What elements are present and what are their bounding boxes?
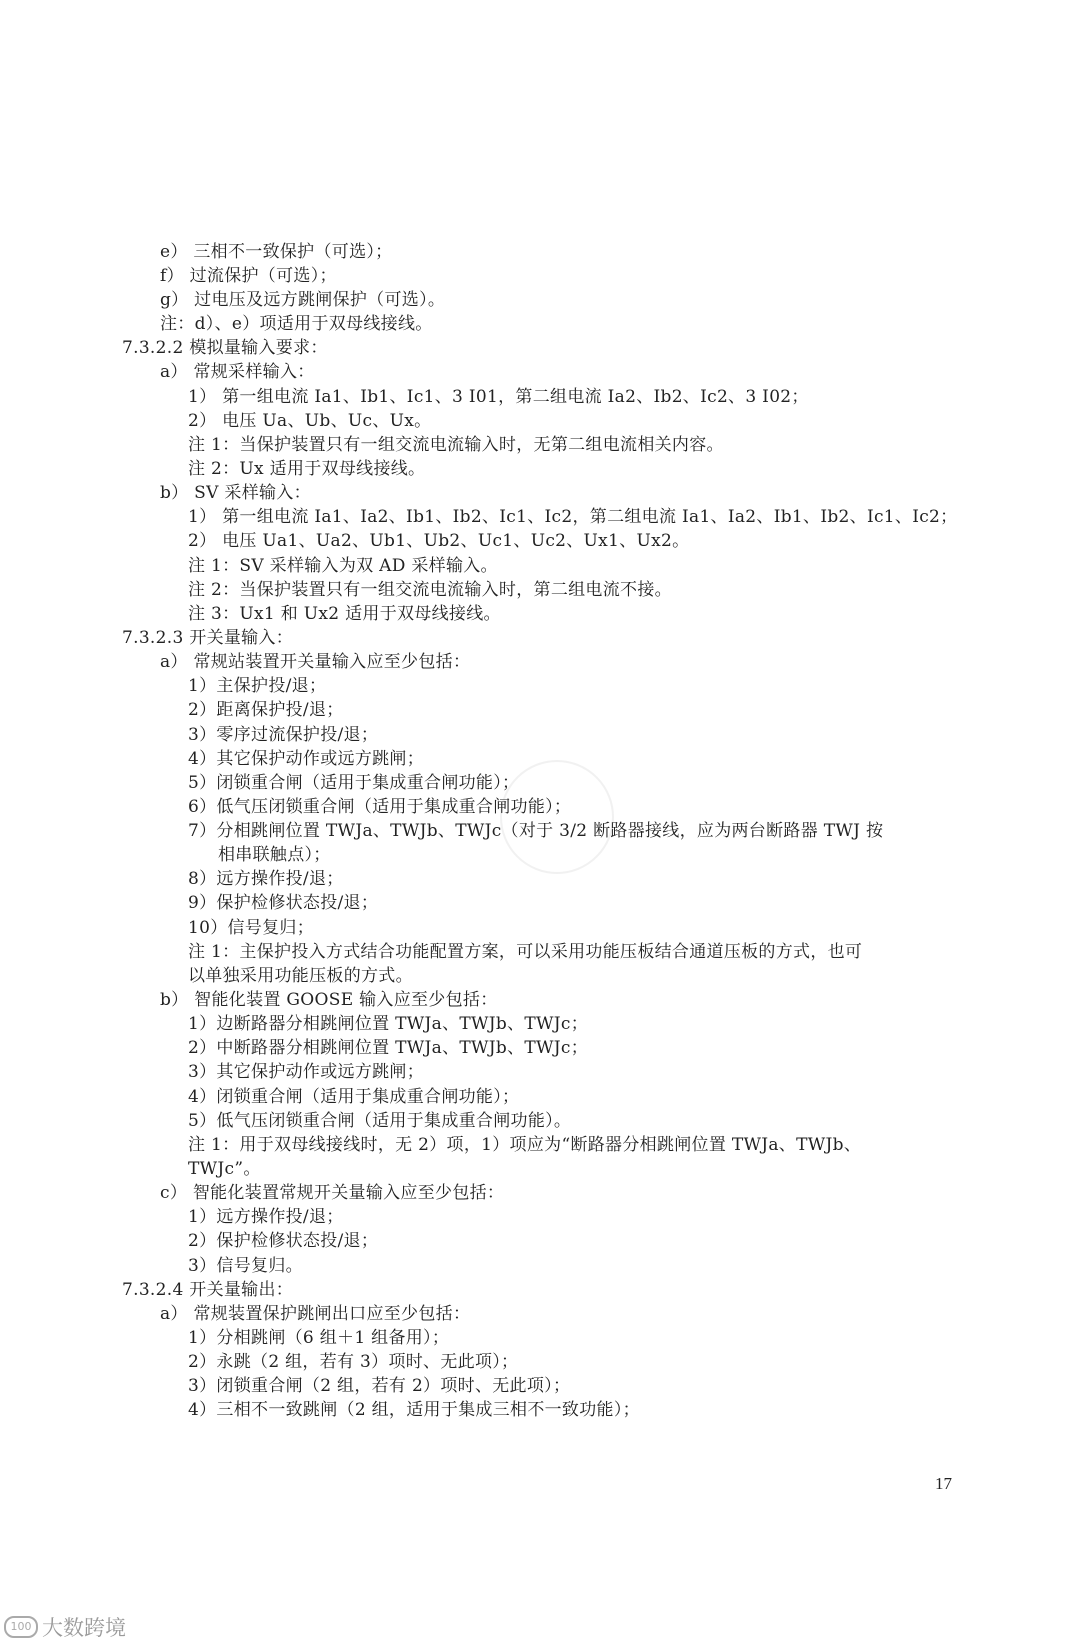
text-line: 3）其它保护动作或远方跳闸；: [188, 1062, 425, 1082]
text-line: a） 常规装置保护跳闸出口应至少包括：: [160, 1304, 471, 1324]
watermark-logo-icon: 100: [4, 1616, 38, 1638]
text-line: 注 2：当保护装置只有一组交流电流输入时，第二组电流不接。: [188, 580, 672, 600]
text-line: 1）边断路器分相跳闸位置 TWJa、TWJb、TWJc；: [188, 1014, 589, 1034]
text-line: 7）分相跳闸位置 TWJa、TWJb、TWJc（对于 3/2 断路器接线，应为两台断路器 TWJ 按: [188, 821, 884, 841]
text-line: 2）距离保护投/退；: [188, 700, 344, 720]
text-line: 7.3.2.2 模拟量输入要求：: [122, 338, 328, 358]
text-line: 1）主保护投/退；: [188, 676, 327, 696]
text-line: 相串联触点）；: [218, 845, 331, 865]
text-line: 注 2：Ux 适用于双母线接线。: [188, 459, 426, 479]
text-line: 3）闭锁重合闸（2 组，若有 2）项时、无此项）；: [188, 1376, 571, 1396]
text-line: 6）低气压闭锁重合闸（适用于集成重合闸功能）；: [188, 797, 572, 817]
text-line: 注 1：主保护投入方式结合功能配置方案，可以采用功能压板结合通道压板的方式，也可: [188, 942, 863, 962]
text-line: 2） 电压 Ua1、Ua2、Ub1、Ub2、Uc1、Uc2、Ux1、Ux2。: [188, 531, 690, 551]
watermark: [4, 1612, 126, 1642]
text-line: c） 智能化装置常规开关量输入应至少包括：: [160, 1183, 505, 1203]
text-line: 注 1：SV 采样输入为双 AD 采样输入。: [188, 556, 498, 576]
text-line: TWJc”。: [188, 1159, 261, 1179]
text-line: 4）闭锁重合闸（适用于集成重合闸功能）；: [188, 1087, 520, 1107]
text-line: 2）保护检修状态投/退；: [188, 1231, 379, 1251]
text-line: 1）分相跳闸（6 组＋1 组备用）；: [188, 1328, 450, 1348]
text-line: 9）保护检修状态投/退；: [188, 893, 379, 913]
text-line: 4）三相不一致跳闸（2 组，适用于集成三相不一致功能）；: [188, 1400, 640, 1420]
text-line: 5）闭锁重合闸（适用于集成重合闸功能）；: [188, 773, 520, 793]
text-line: 1） 第一组电流 Ia1、Ib1、Ic1、3 I01，第二组电流 Ia2、Ib2、Ic2、3 I02；: [188, 387, 809, 407]
text-line: 7.3.2.3 开关量输入：: [122, 628, 294, 648]
text-line: g） 过电压及远方跳闸保护（可选）。: [160, 290, 446, 310]
text-line: 3）零序过流保护投/退；: [188, 725, 379, 745]
text-line: 4）其它保护动作或远方跳闸；: [188, 749, 425, 769]
text-line: 7.3.2.4 开关量输出：: [122, 1280, 294, 1300]
text-line: 以单独采用功能压板的方式。: [188, 966, 413, 986]
watermark-text: 大数跨境: [42, 1616, 126, 1640]
text-line: 1）远方操作投/退；: [188, 1207, 344, 1227]
text-line: 10）信号复归；: [188, 918, 315, 938]
text-line: 2）中断路器分相跳闸位置 TWJa、TWJb、TWJc；: [188, 1038, 589, 1058]
text-line: b） 智能化装置 GOOSE 输入应至少包括：: [160, 990, 498, 1010]
text-line: 2）永跳（2 组，若有 3）项时、无此项）；: [188, 1352, 519, 1372]
text-line: 注 3：Ux1 和 Ux2 适用于双母线接线。: [188, 604, 501, 624]
text-line: 1） 第一组电流 Ia1、Ia2、Ib1、Ib2、Ic1、Ic2，第二组电流 Ia1、Ia2、Ib1、Ib2、Ic1、Ic2；: [188, 507, 958, 527]
page-number: 17: [935, 1474, 952, 1493]
text-line: 5）低气压闭锁重合闸（适用于集成重合闸功能）。: [188, 1111, 572, 1131]
text-line: 注 1：用于双母线接线时，无 2）项，1）项应为“断路器分相跳闸位置 TWJa、TWJb、: [188, 1135, 862, 1155]
text-line: b） SV 采样输入：: [160, 483, 311, 503]
text-line: a） 常规采样输入：: [160, 362, 315, 382]
text-line: f） 过流保护（可选）；: [160, 266, 337, 286]
text-line: 8）远方操作投/退；: [188, 869, 344, 889]
text-line: e） 三相不一致保护（可选）；: [160, 242, 393, 262]
text-line: 3）信号复归。: [188, 1256, 303, 1276]
text-line: 注 1：当保护装置只有一组交流电流输入时，无第二组电流相关内容。: [188, 435, 724, 455]
text-line: 2） 电压 Ua、Ub、Uc、Ux。: [188, 411, 432, 431]
text-line: 注：d）、e）项适用于双母线接线。: [160, 314, 433, 334]
text-line: a） 常规站装置开关量输入应至少包括：: [160, 652, 471, 672]
